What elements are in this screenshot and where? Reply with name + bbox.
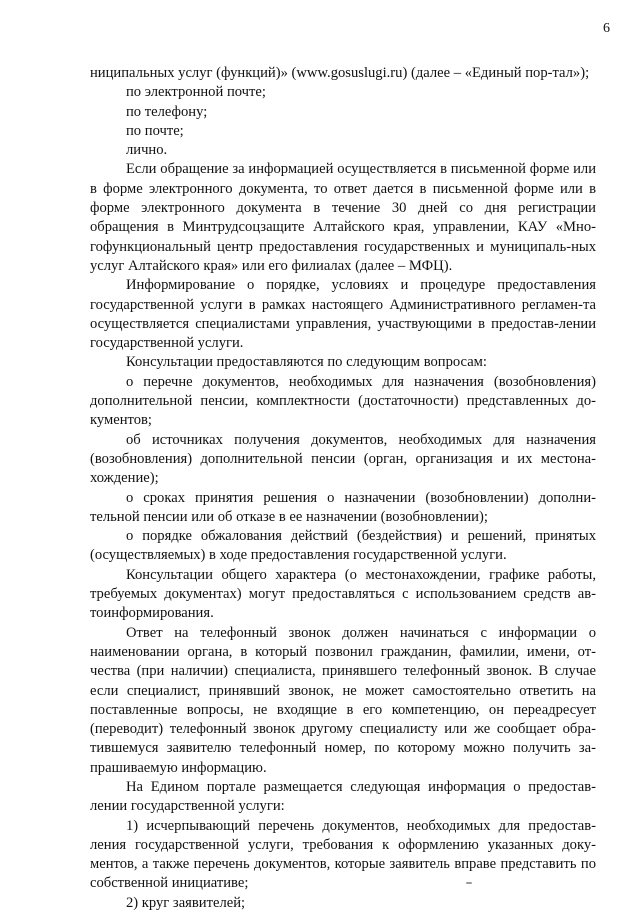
paragraph-general-consultations: Консультации общего характера (о местонахождении, графике работы, требуемых документах) могут предоставляться с использованием средств ав-тоинформирования. — [90, 566, 596, 622]
paragraph-phone-answer: Ответ на телефонный звонок должен начинаться с информации о наименовании органа, в который позвонил гражданин, фамилии, имени, от-чества (при наличии) специалиста, принявшего телефонный звонок. В случае если специалист, принявший звонок, не может самостоятельно ответить на поставленные вопросы, не входящие в его компетенцию, он переадресует (переводит) телефонный звонок другому специалисту или же сообщает обра-тившемуся заявителю телефонный номер, по которому можно получить за-прашиваемую информацию. — [90, 624, 596, 776]
paragraph-written-request: Если обращение за информацией осуществляется в письменной форме или в форме электронного документа, то ответ дается в письменной форме или в форме электронного документа в течение 30 дней со дня регистрации обращения в Минтрудсоцзащите Алтайского края, управлении, КАУ «Мно-гофункциональный центр предоставления государственных и муниципаль-ных услуг Алтайского края» или его филиалах (далее – МФЦ). — [90, 161, 596, 274]
list-item-email: по электронной почте; — [126, 84, 266, 101]
scan-mark — [466, 882, 472, 884]
paragraph-continuation: ниципальных услуг (функций)» (www.gosuslugi.ru) (далее – «Единый пор-тал»); — [90, 65, 590, 81]
list-item-documents-list: 1) исчерпывающий перечень документов, необходимых для предостав-ления государственной услуги, требования к оформлению указанных доку-ментов, а также перечень документов, которые заявитель вправе представить по собственной инициативе; — [90, 817, 596, 892]
list-item-in-person: лично. — [126, 142, 168, 159]
paragraph-informing: Информирование о порядке, условиях и процедуре предоставления государственной услуги в рамках настоящего Административного регламен-та осуществляется специалистами управления, участвующими в предостав-лении государственной услуги. — [90, 277, 596, 352]
list-item-documents: о перечне документов, необходимых для назначения (возобновления) дополнительной пенсии, комплектности (достаточности) представленных до-кументов; — [90, 373, 596, 429]
list-item-mail: по почте; — [126, 122, 184, 139]
page-number: 6 — [603, 21, 610, 36]
paragraph-consultations-intro: Консультации предоставляются по следующим вопросам: — [126, 354, 487, 371]
list-item-phone: по телефону; — [126, 103, 208, 120]
paragraph-portal-info: На Едином портале размещается следующая информация о предостав-лении государственной услуги: — [90, 778, 596, 815]
list-item-sources: об источниках получения документов, необходимых для назначения (возобновления) дополнительной пенсии (орган, организация и их местона-хождение); — [90, 431, 596, 487]
list-item-deadlines: о сроках принятия решения о назначении (возобновлении) дополни-тельной пенсии или об отказе в ее назначении (возобновлении); — [90, 489, 596, 525]
list-item-appeals: о порядке обжалования действий (бездействия) и решений, принятых (осуществляемых) в ходе предоставления государственной услуги. — [90, 528, 596, 564]
document-body — [90, 64, 596, 913]
list-item-applicants: 2) круг заявителей; — [126, 894, 246, 911]
